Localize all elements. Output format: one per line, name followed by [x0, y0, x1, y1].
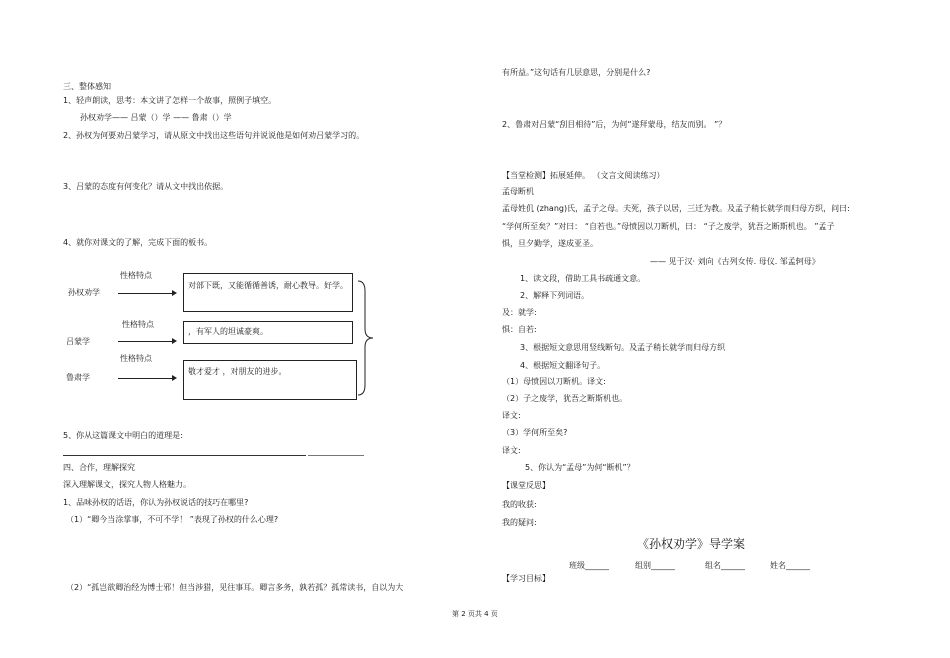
passage-line-3: 惧，旦夕勤学，遂成亚圣。: [502, 239, 598, 248]
question-3: 3、吕蒙的态度有何变化？请从文中找出依据。: [63, 182, 229, 191]
exercise-1: 1、读文段，借助工具书疏通文意。: [520, 274, 646, 283]
field-class: 班级______: [569, 561, 609, 570]
translation-label: 译文:: [502, 411, 521, 420]
field-name: 姓名______: [770, 561, 810, 570]
exercise-3: 3、根据短文意思用竖线断句。及孟子稍长就学而归母方织: [520, 343, 726, 352]
question-2-right: 2、鲁肃对吕蒙“刮目相待”后，为何“遂拜蒙母，结友而别。 ”？: [502, 120, 727, 129]
row-name-3: 鲁肃学: [66, 373, 90, 382]
reflection-title: 【课堂反思】: [502, 481, 550, 490]
question-2: 2、孙权为何要劝吕蒙学习，请从原文中找出这些语句并说说他是如何劝吕蒙学习的。: [63, 131, 365, 140]
question-1-example: 孙权劝学—— 吕蒙（）学 —— 鲁肃（）学: [80, 113, 232, 122]
my-gains: 我的收获:: [502, 500, 537, 509]
field-group-name: 组名______: [705, 561, 745, 570]
trait-label-3: 性格特点: [120, 354, 152, 363]
section4-intro: 深入理解课文，探究人物人格魅力。: [63, 480, 191, 489]
trait-text-1: 对部下既，又能循循善诱，耐心教导。好学。: [188, 281, 348, 290]
trait-text-3: 敬才爱才 ，对朋友的进步。: [188, 367, 287, 376]
section4-question-1a: （1）“卿今当涂掌事，不可不学！ ”表现了孙权的什么心理?: [66, 515, 279, 524]
passage-line-2: “学何所至矣？”对曰： “自若也。”母愤因以刀断机，曰： “子之废学，犹吾之断斯机也。 ”孟子: [502, 222, 835, 231]
section3-title: 三、整体感知: [63, 82, 111, 91]
translation-label-2: 译文:: [502, 446, 521, 455]
arrow-2: [118, 341, 173, 342]
section4-question-1b: （2）“孤岂欲卿治经为博士邪！但当涉猎，见往事耳。卿言多务，孰若孤？孤常读书，自以为大: [66, 583, 404, 592]
trait-box-1: [183, 273, 353, 312]
passage-line-1: 孟母姓仉 (zhang)氏，孟子之母。夫死，孩子以居，三迁为教。及孟子稍长就学而归母方织，问曰:: [502, 204, 850, 213]
trait-label-1: 性格特点: [120, 271, 152, 280]
learning-goal-title: 【学习目标】: [502, 574, 550, 583]
exercise-5: 5、你认为“孟母”为何“断机”？: [525, 463, 635, 472]
sentence-2: （2）子之废学，犹吾之断斯机也。: [502, 394, 628, 403]
word-1: 及：就学:: [502, 308, 537, 317]
trait-box-2: [183, 321, 353, 344]
question-1: 1、轻声朗读，思考：本文讲了怎样一个故事，照例子填空。: [63, 96, 277, 105]
trait-label-2: 性格特点: [122, 320, 154, 329]
sentence-1: （1）母愤因以刀断机。译文:: [502, 377, 606, 386]
question-4: 4、就你对课文的了解，完成下面的板书。: [63, 238, 213, 247]
word-2: 惧：自若:: [502, 325, 537, 334]
check-title: 【当堂检测】拓展延伸。 （文言文阅读练习）: [502, 171, 665, 180]
section4-question-1: 1、品味孙权的话语，你认为孙权说话的技巧在哪里?: [63, 498, 249, 507]
row-name-2: 吕蒙学: [66, 337, 90, 346]
trait-box-3: [183, 360, 357, 400]
answer-line-2: [308, 455, 364, 456]
answer-line: [63, 455, 306, 456]
exercise-2: 2、解释下列词语。: [520, 291, 590, 300]
sentence-3: （3）学何所至矣?: [502, 428, 568, 437]
my-doubts: 我的疑问:: [502, 518, 537, 527]
right-brace: [356, 279, 380, 397]
arrow-3: [118, 378, 173, 379]
passage-source: —— 见于汉· 刘向《古列女传. 母仪. 邹孟轲母》: [650, 257, 820, 266]
continued-text: 有所益。”这句话有几层意思，分别是什么?: [502, 68, 651, 77]
page-footer: 第 2 页共 4 页: [452, 610, 498, 618]
field-group: 组别______: [635, 561, 675, 570]
trait-text-2: ，有军人的坦诚豪爽。: [188, 327, 268, 336]
question-5: 5、你从这篇课文中明白的道理是:: [63, 431, 183, 440]
passage-title: 孟母断机: [502, 187, 534, 196]
exercise-4: 4、根据短文翻译句子。: [520, 361, 606, 370]
section4-title: 四、合作，理解探究: [63, 463, 135, 472]
next-title: 《孙权劝学》导学案: [637, 537, 746, 551]
arrow-1: [118, 293, 173, 294]
row-name-1: 孙权劝学: [68, 288, 100, 297]
